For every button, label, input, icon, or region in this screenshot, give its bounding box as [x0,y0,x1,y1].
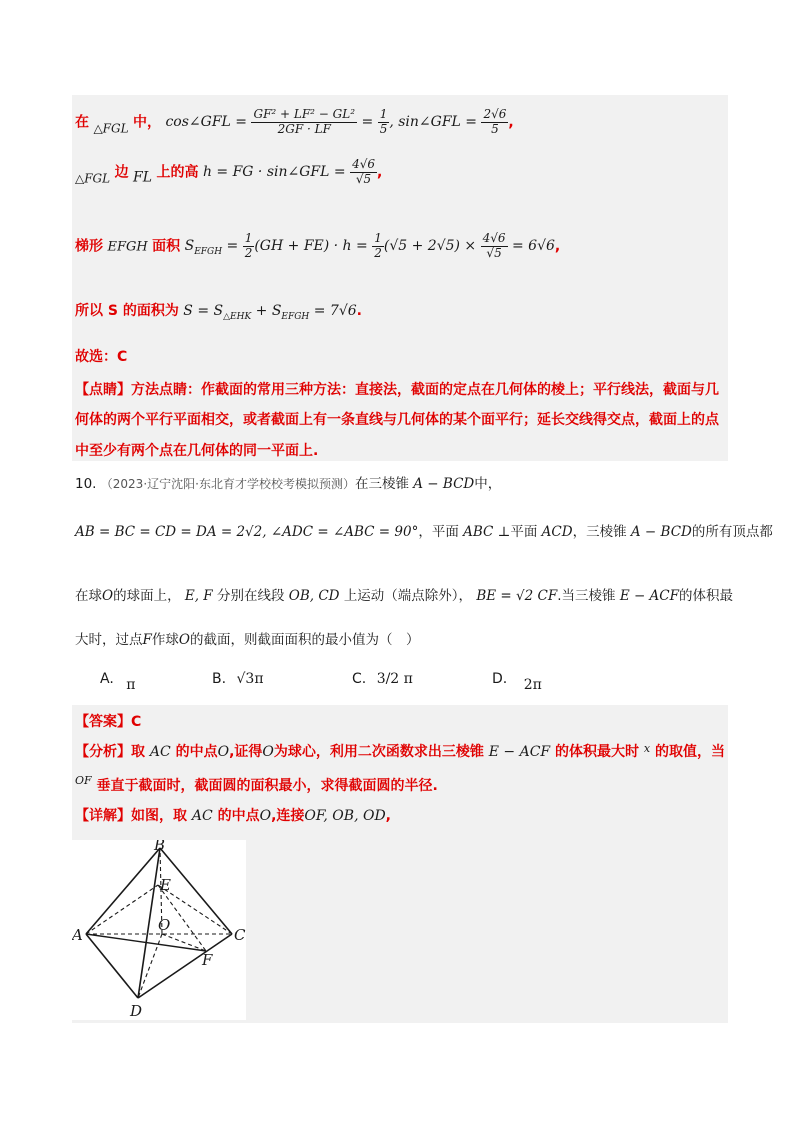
q-text-2b: 平面 [510,524,538,540]
question-line-4 [75,628,419,648]
text-zai: 在 [75,114,89,131]
label-e: E [160,876,171,894]
sphere-o-2: O [178,632,190,648]
comment-line-3: 中至少有两个点在几何体的同一平面上. [75,443,319,459]
cos-line: 在 △FGL 中， cos∠GFL = $\frac{\text{GF² + LF² − GL²}}{2GF \cdot LF}$ = $\frac{1}{5}$ , sin∠GFL = $\frac{2√6}{5}$ , [75,107,514,136]
comment-line-1 [75,379,719,399]
detail-t2: 的中点 [217,808,260,824]
segments-ob-cd: OB, CD [288,588,340,604]
choice-b-value: √3π [236,671,264,687]
analysis-t6: 的取值，当 [654,744,725,760]
edge-ad [86,934,138,998]
choice-c[interactable] [352,671,413,687]
segment-ac: AC [149,744,171,760]
point-o-3: O [259,808,272,824]
label-b: B [154,840,166,854]
q-text-1: 在三棱锥 [354,476,409,492]
question-line-3 [75,584,733,604]
q-text-4b: 作球 [151,632,179,648]
answer-label: 【答案】C [75,714,142,730]
label-d: D [130,1002,143,1020]
choice-c-value: 3/2 π [376,671,413,687]
choice-a-value: π [126,677,136,693]
q-text-2d: 的所有顶点都 [691,524,773,540]
choose-c: 故选：C [75,349,128,365]
analysis-t1: 取 [131,744,145,760]
edge-equality: AB = BC = CD = DA = 2√2, ∠ADC = ∠ABC = 90° [75,524,419,540]
point-f: F [142,632,152,648]
triangle-fgl: △FGL [93,121,129,136]
question-source: （2023·辽宁沈阳·东北育才学校校考模拟预测） [100,477,355,491]
segment-ac-2: AC [191,808,213,824]
point-o-2: O [262,744,274,760]
detail-t1: 如图，取 [131,808,187,824]
pyramid-diagram [72,840,246,1020]
text-bian: 边 [114,164,129,181]
q-text-3b: 的球面上， [113,588,181,604]
comment-label: 【点睛】 [75,382,131,398]
pyramid-a-bcd: A − BCD [413,476,475,492]
choice-d-letter: D. [492,671,508,687]
total-formula: $S = S_{\triangle EHK} + S_{EFGH} = 7√6$ [183,303,357,322]
analysis-label: 【分析】 [75,744,131,760]
analysis-line-1 [75,741,725,761]
analysis-t2: 的中点 [175,744,218,760]
be-cf-relation: BE = √2 CF [476,588,558,604]
pyramid-figure [72,840,246,1020]
height-line: △FGL 边 FL 上的高 h = FG · sin∠GFL = $\frac{4√6}{√5}$ , [75,157,383,186]
choice-a[interactable] [100,671,135,693]
sphere-o: O [102,588,114,604]
solution-shade-top [72,95,728,461]
analysis-t3: ,证得 [229,744,263,760]
detail-label: 【详解】 [75,808,131,824]
pyramid-a-bcd-2: A − BCD [630,524,692,540]
trapezoid-area-line: 梯形 EFGH 面积 $S_{EFGH}$ = $\frac{1}{2}$ (GH + FE) · h = $\frac{1}{2}$ (√5 + 2√5) × $\frac{4√6}{√5}$ = 6√6, [75,231,561,260]
question-line-1 [75,472,501,492]
q-text-4a: 大时，过点 [75,632,143,648]
q-text-3a: 在球 [75,588,102,604]
pyramid-e-acf-2: E − ACF [488,744,551,760]
choice-d-value: 2π [523,677,542,693]
analysis-line-2 [75,774,438,795]
cos-formula: cos∠GFL = $\frac{\text{GF² + LF² − GL²}}{2GF \cdot LF}$ = $\frac{1}{5}$ , sin∠GFL = $\frac{2√6}{5}$ [165,107,507,136]
q-text-3c: 分别在线段 [216,588,285,604]
points-ef: E, F [184,588,213,604]
analysis-t5: 的体积最大时 [555,744,640,760]
q-text-4c: 的截面，则截面面积的最小值为（ ） [189,632,420,648]
segments-of-ob-od: OF, OB, OD [304,808,386,824]
text-trapezoid: 梯形 [75,238,103,255]
choice-d[interactable] [492,671,542,693]
q-text-2a: ，平面 [418,524,459,540]
label-c: C [234,926,246,944]
choice-c-letter: C. [352,671,367,687]
var-x: x [643,742,651,755]
choice-b[interactable] [212,671,264,687]
point-o: O [217,744,230,760]
comment-text-1: 方法点睛：作截面的常用三种方法：直接法，截面的定点在几何体的棱上；平行线法，截面与几 [131,382,719,398]
text-height: 上的高 [156,164,199,181]
q-text-3d: 上运动（端点除外）， [343,588,473,604]
height-formula: h = FG · sin∠GFL = $\frac{4√6}{√5}$ [202,157,375,186]
q-text-1-end: 中， [474,476,502,492]
question-number: 10. [75,476,97,492]
text-zhong: 中， [133,114,162,131]
triangle-fgl-2: △FGL [75,171,111,186]
comment-line-2: 何体的两个平行平面相交，或者截面上有一条直线与几何体的某个面平行；延长交线得交点，截面上的点 [75,412,719,428]
question-line-2 [75,520,773,540]
label-a: A [72,926,83,944]
choice-a-letter: A. [100,671,114,687]
plane-abc: ABC ⊥ [463,524,511,540]
analysis-t4: 为球心，利用二次函数求出三棱锥 [273,744,484,760]
choice-b-letter: B. [212,671,227,687]
text-area: 面积 [152,238,181,255]
segment-of: OF [75,774,92,787]
analysis-t7: 垂直于截面时，截面圆的面积最小，求得截面圆的半径. [96,778,438,794]
detail-line: 【详解】如图，取 AC 的中点O,连接OF, OB, OD, [75,808,391,824]
pyramid-e-acf: E − ACF [619,588,680,604]
label-f: F [202,951,213,969]
q-text-3f: 的体积最 [679,588,734,604]
q-text-3e: .当三棱锥 [557,588,616,604]
q-text-2c: ，三棱锥 [572,524,627,540]
trapezoid-formula: $S_{EFGH}$ = $\frac{1}{2}$ (GH + FE) · h = $\frac{1}{2}$ (√5 + 2√5) × $\frac{4√6}{√5}$ = 6√6 [184,231,555,260]
detail-t3: ,连接 [271,808,305,824]
segment-fl: FL [133,169,153,186]
trapezoid-efgh: EFGH [107,239,148,255]
total-area-line: 所以 S 的面积为 $S = S_{\triangle EHK} + S_{EFGH} = 7√6$. [75,303,362,322]
plane-acd: ACD [541,524,573,540]
text-so-s-area: 所以 S 的面积为 [75,303,179,319]
label-o: O [158,916,171,934]
